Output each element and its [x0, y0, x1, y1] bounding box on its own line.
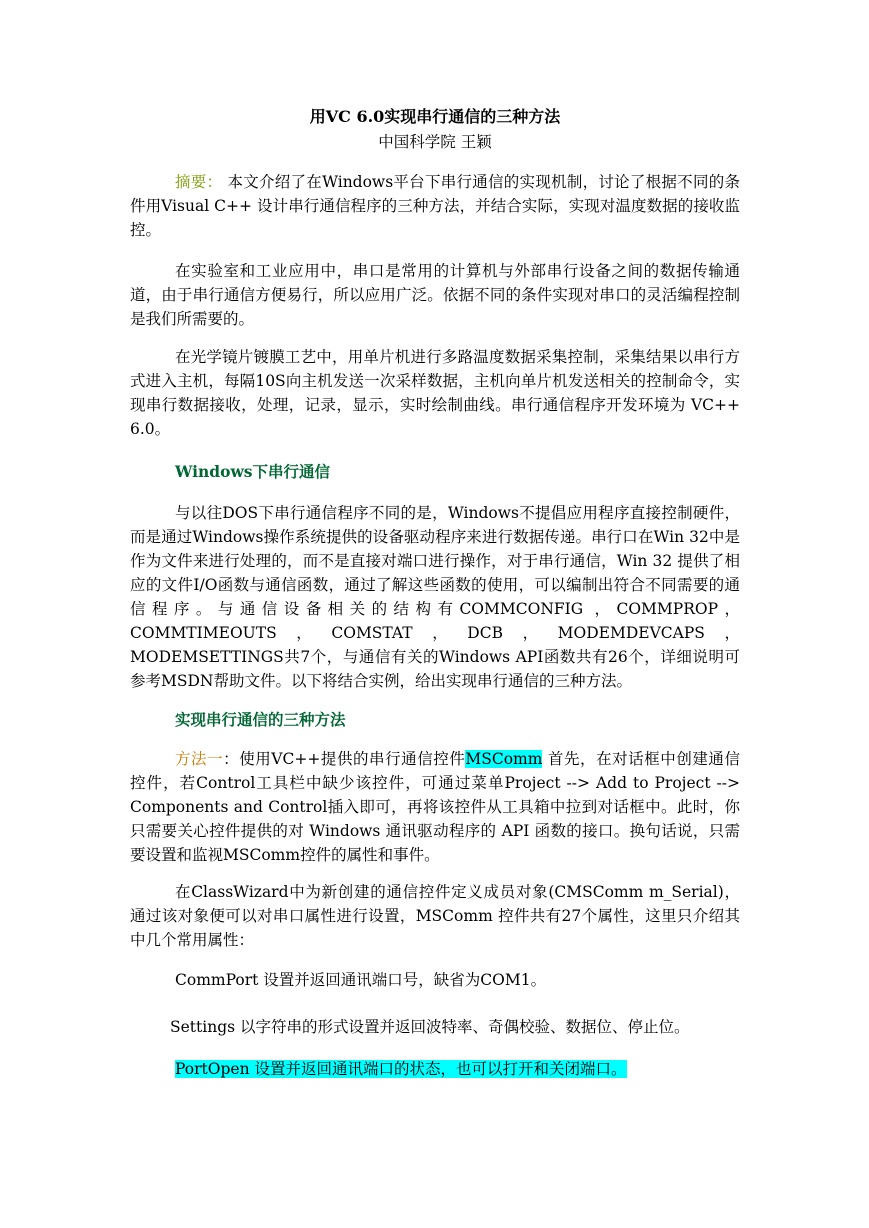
method1-after: 首先，在对话框中创建通信控件，若Control工具栏中缺少该控件，可通过菜单Project --> Add to Project --> Components and Control插入即可，再将该控件从工具箱中拉到对话框中。此时，你只需要关心控件提供的对 Windows 通讯驱动程序的 API 函数的接口。换句话说，只需要设置和监视MSComm控件的属性和事件。	[130, 750, 740, 864]
paragraph-2: 在光学镜片镀膜工艺中，用单片机进行多路温度数据采集控制，采集结果以串行方式进入主机，每隔10S向主机发送一次采样数据，主机向单片机发送相关的控制命令，实现串行数据接收，处理，记录，显示，实时绘制曲线。串行通信程序开发环境为 VC++ 6.0。	[130, 348, 740, 438]
portopen-highlight: PortOpen 设置并返回通讯端口的状态，也可以打开和关闭端口。	[175, 1060, 627, 1078]
property-settings: Settings 以字符串的形式设置并返回波特率、奇偶校验、数据位、停止位。	[170, 1018, 690, 1036]
abstract-text: 本文介绍了在Windows平台下串行通信的实现机制，讨论了根据不同的条件用Visual C++ 设计串行通信程序的三种方法，并结合实际，实现对温度数据的接收监控。	[130, 173, 740, 239]
paragraph-1: 在实验室和工业应用中，串口是常用的计算机与外部串行设备之间的数据传输通道，由于串行通信方便易行，所以应用广泛。依据不同的条件实现对串口的灵活编程控制是我们所需要的。	[130, 262, 740, 328]
abstract-label: 摘要：	[175, 173, 223, 191]
method1-paragraph	[130, 747, 740, 867]
abstract-paragraph	[130, 170, 740, 242]
paragraph-3: 与以往DOS下串行通信程序不同的是，Windows不提倡应用程序直接控制硬件，而是通过Windows操作系统提供的设备驱动程序来进行数据传递。串行口在Win 32中是作为文件来进行处理的，而不是直接对端口进行操作，对于串行通信，Win 32 提供了相应的文件I/O函数与通信函数，通过了解这些函数的使用，可以编制出符合不同需要的通信程序。与通信设备相关的结构有COMMCONFIG ，COMMPROP，COMMTIMEOUTS，COMSTAT，DCB，MODEMDEVCAPS，MODEMSETTINGS共7个，与通信有关的Windows API函数共有26个，详细说明可参考MSDN帮助文件。以下将结合实例，给出实现串行通信的三种方法。	[130, 504, 740, 690]
method1-before: ：使用VC++提供的串行通信控件	[223, 750, 466, 768]
section-heading-windows: Windows下串行通信	[175, 462, 331, 481]
paragraph-5: 在ClassWizard中为新创建的通信控件定义成员对象(CMSComm m_Serial)，通过该对象便可以对串口属性进行设置，MSComm 控件共有27个属性，这里只介绍其中几个常用属性：	[130, 883, 740, 949]
section-heading-methods: 实现串行通信的三种方法	[175, 710, 346, 729]
method1-label: 方法一	[175, 750, 224, 768]
property-portopen	[175, 1057, 627, 1081]
property-commport: CommPort 设置并返回通讯端口号，缺省为COM1。	[175, 971, 547, 989]
mscomm-highlight: MSComm	[465, 750, 543, 768]
document-title: 用VC 6.0实现串行通信的三种方法	[309, 107, 561, 126]
document-author: 中国科学院 王颖	[378, 133, 492, 151]
